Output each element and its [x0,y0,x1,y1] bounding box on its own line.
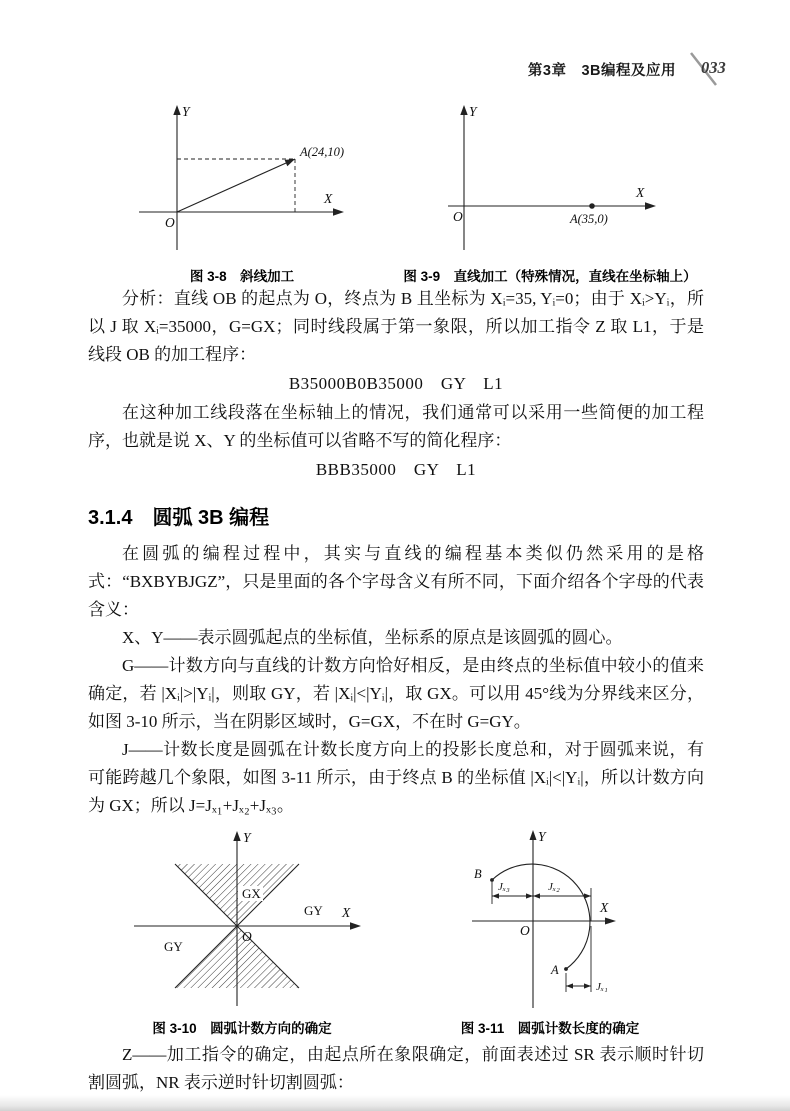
paragraph-z-meaning: Z——加工指令的确定，由起点所在象限确定，前面表述过 SR 表示顺时针切割圆弧，NR 表示逆时针切割圆弧： [88,1045,704,1092]
fig310-y-axis-label: Y [243,830,251,845]
figure-3-9-caption: 图 3-9 直线加工（特殊情况，直线在坐标轴上） [403,269,697,284]
figure-3-11-caption: 图 3-11 圆弧计数长度的确定 [460,1021,640,1036]
fig311-jx2-label: Jₓ₂ [547,881,560,893]
program-code-1: B35000B0B35000 GY L1 [288,374,504,393]
figure-3-9-plot [434,100,666,262]
fig311-jx3-label: Jₓ₃ [497,881,510,893]
page-number-badge [688,52,734,86]
page-header [528,52,734,86]
paragraph-arc-intro: 在圆弧的编程过程中，其实与直线的编程基本类似仍然采用的是格式：“BXBYBJGZ”，只是里面的各个字母含义有所不同，下面介绍各个字母的代表含义： [88,544,704,619]
fig311-jx1-label: Jₓ₁ [595,981,608,993]
paragraph-g-meaning: G——计数方向与直线的计数方向恰好相反，是由终点的坐标值中较小的值来确定，若 |Xᵢ|>|Yᵢ|，则取 GY，若 |Xᵢ|<|Yᵢ|，取 GX。可以用 45°线为分界线来区分，如图 3-10 所示，当在阴影区域时，G=GX，不在时 G=GY。 [88,656,704,731]
fig38-x-axis-label: X [323,191,332,206]
paragraph-simplified: 在这种加工线段落在坐标轴上的情况，我们通常可以采用一些简便的加工程序，也就是说 X、Y 的坐标值可以省略不写的简化程序： [88,403,704,450]
fig311-x-axis-label: X [599,900,608,915]
fig311-y-axis-label: Y [537,829,546,844]
fig310-origin-label: O [242,929,252,944]
figure-3-10 [88,826,396,1037]
figure-3-8-plot [125,100,360,262]
main-column [88,100,704,1097]
paragraph-j-meaning: J——计数长度是圆弧在计数长度方向上的投影长度总和，对于圆弧来说，有可能跨越几个象限，如图 3-11 所示，由于终点 B 的坐标值 |Xᵢ|<|Yᵢ|，所以计数方向为 GX；所以 J=Jₓ₁+Jₓ₂+Jₓ₃。 [88,740,704,815]
figure-3-11 [396,826,704,1037]
fig310-gx-region-label: GX [242,886,261,901]
fig38-y-axis-label: Y [181,104,190,119]
fig39-point-a-label: A(35,0) [570,212,608,226]
figure-3-10-plot [112,826,372,1014]
figure-3-11-plot [458,826,643,1014]
figure-3-8-caption: 图 3-8 斜线加工 [189,269,295,284]
paragraph-analysis: 分析：直线 OB 的起点为 O，终点为 B 且坐标为 Xᵢ=35, Yᵢ=0；由于 Xᵢ>Yᵢ，所以 J 取 Xᵢ=35000，G=GX；同时线段属于第一象限，所以加工指令 Z 取 L1，于是线段 OB 的加工程序： [88,289,704,364]
program-code-2: BBB35000 GY L1 [315,460,477,479]
figure-row-top [88,100,704,285]
fig38-origin-label: O [164,215,175,230]
fig311-point-b-label: B [473,867,482,881]
figure-3-10-caption: 图 3-10 圆弧计数方向的确定 [152,1021,332,1036]
chapter-title: 第3章 3B编程及应用 [527,62,676,79]
fig310-gy-right-label: GY [304,903,323,918]
fig39-x-axis-label: X [636,185,645,200]
fig311-origin-label: O [519,923,530,938]
figure-3-8 [88,100,396,285]
figure-3-9 [396,100,704,285]
section-heading-3-1-4: 3.1.4 圆弧 3B 编程 [88,507,270,529]
fig39-y-axis-label: Y [469,104,477,119]
figure-row-bottom [88,826,704,1037]
page-number: 033 [701,58,726,77]
fig311-point-a-label: A [550,963,559,977]
fig310-x-axis-label: X [342,905,351,920]
fig39-origin-label: O [453,209,463,224]
page-bottom-edge [0,1095,790,1111]
fig310-gy-left-label: GY [164,939,183,954]
paragraph-xy-meaning: X、Y——表示圆弧起点的坐标值，坐标系的原点是该圆弧的圆心。 [122,628,623,647]
fig38-point-a-label: A(24,10) [299,145,344,159]
